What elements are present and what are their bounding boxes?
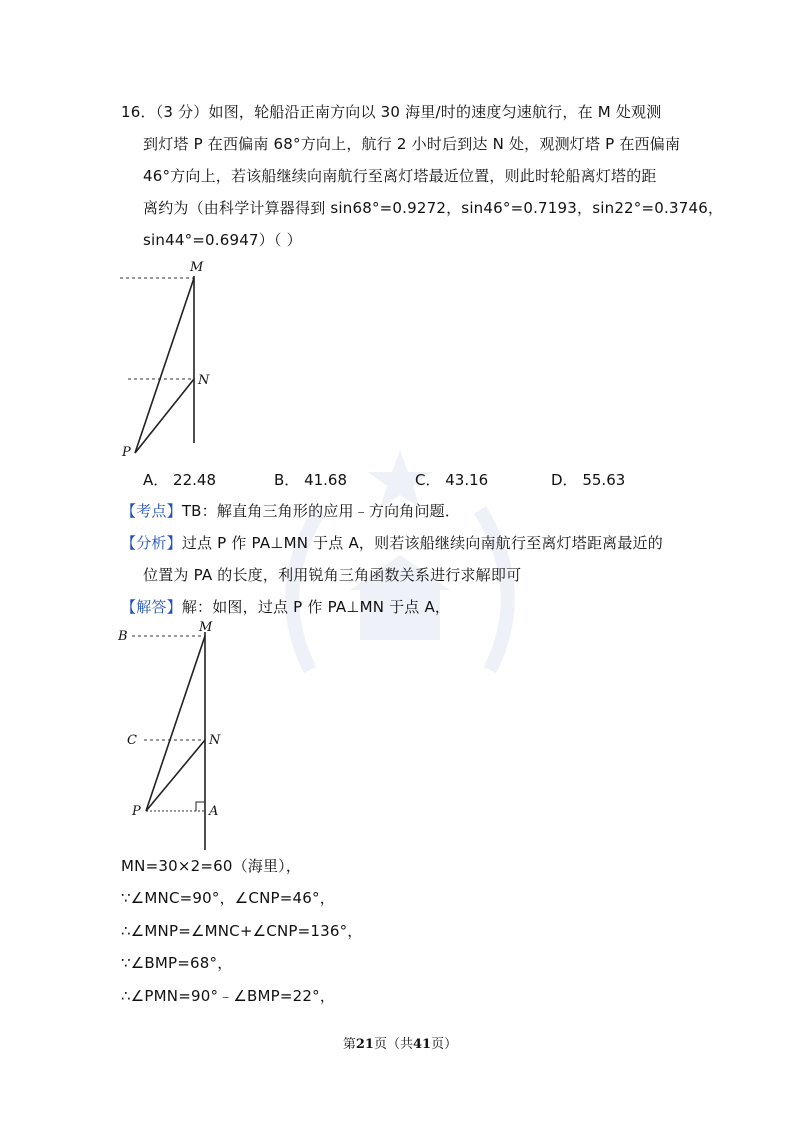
jieda-text: 解：如图，过点 P 作 PA⊥MN 于点 A， [181,598,451,616]
label-p: P [132,804,141,819]
solution-figure [110,618,240,853]
label-m: M [190,260,204,275]
line-mp [146,636,205,811]
fenxi-text-1: 过点 P 作 PA⊥MN 于点 A，则若该船继续向南航行至离灯塔距离最近的 [181,534,663,552]
step-5: ∴∠PMN=90°﹣∠BMP=22°， [121,987,336,1005]
option-c: C． 43.16 [415,471,489,489]
line-mp [135,278,194,453]
label-m: M [199,620,213,635]
jieda-line [121,597,450,617]
question-figure [110,258,220,463]
kaodian-tag: 【考点】 [121,502,182,520]
page-total: 41 [413,1037,432,1052]
question-line-1: 16．（3 分）如图，轮船沿正南方向以 30 海里/时的速度匀速航行，在 M 处观测 [121,103,662,121]
right-angle-mark [196,802,205,811]
kaodian-text: TB：解直角三角形的应用﹣方向角问题． [181,502,461,520]
option-b: B． 41.68 [274,471,348,489]
label-a: A [209,804,219,819]
label-c: C [127,733,137,748]
option-d: D． 55.63 [551,471,626,489]
fenxi-tag: 【分析】 [121,534,182,552]
page-number: 21 [355,1037,374,1052]
option-a: A． 22.48 [143,471,216,489]
question-line-3: 46°方向上，若该船继续向南航行至离灯塔最近位置，则此时轮船离灯塔的距 [143,167,657,185]
label-n: N [198,373,210,388]
label-b: B [118,629,128,644]
fenxi-line-2: 位置为 PA 的长度，利用锐角三角函数关系进行求解即可 [143,566,522,584]
line-np [146,740,205,811]
step-4: ∵∠BMP=68°， [121,954,233,972]
kaodian-line [121,501,460,521]
line-np [135,379,194,453]
jieda-tag: 【解答】 [121,598,182,616]
label-p: P [122,445,131,460]
fenxi-line-1 [121,533,663,553]
question-line-5: sin44°=0.6947）（ ） [143,231,302,249]
page-footer: 第21页（共41页） [342,1037,458,1052]
question-line-2: 到灯塔 P 在西偏南 68°方向上，航行 2 小时后到达 N 处，观测灯塔 P 在西偏南 [143,135,681,153]
step-3: ∴∠MNP=∠MNC+∠CNP=136°， [121,922,363,940]
label-n: N [209,733,221,748]
question-line-4: 离约为（由科学计算器得到 sin68°=0.9272，sin46°=0.7193，sin22°=0.3746， [143,199,724,217]
step-2: ∵∠MNC=90°，∠CNP=46°， [121,889,335,907]
step-1: MN=30×2=60（海里）， [121,857,302,875]
